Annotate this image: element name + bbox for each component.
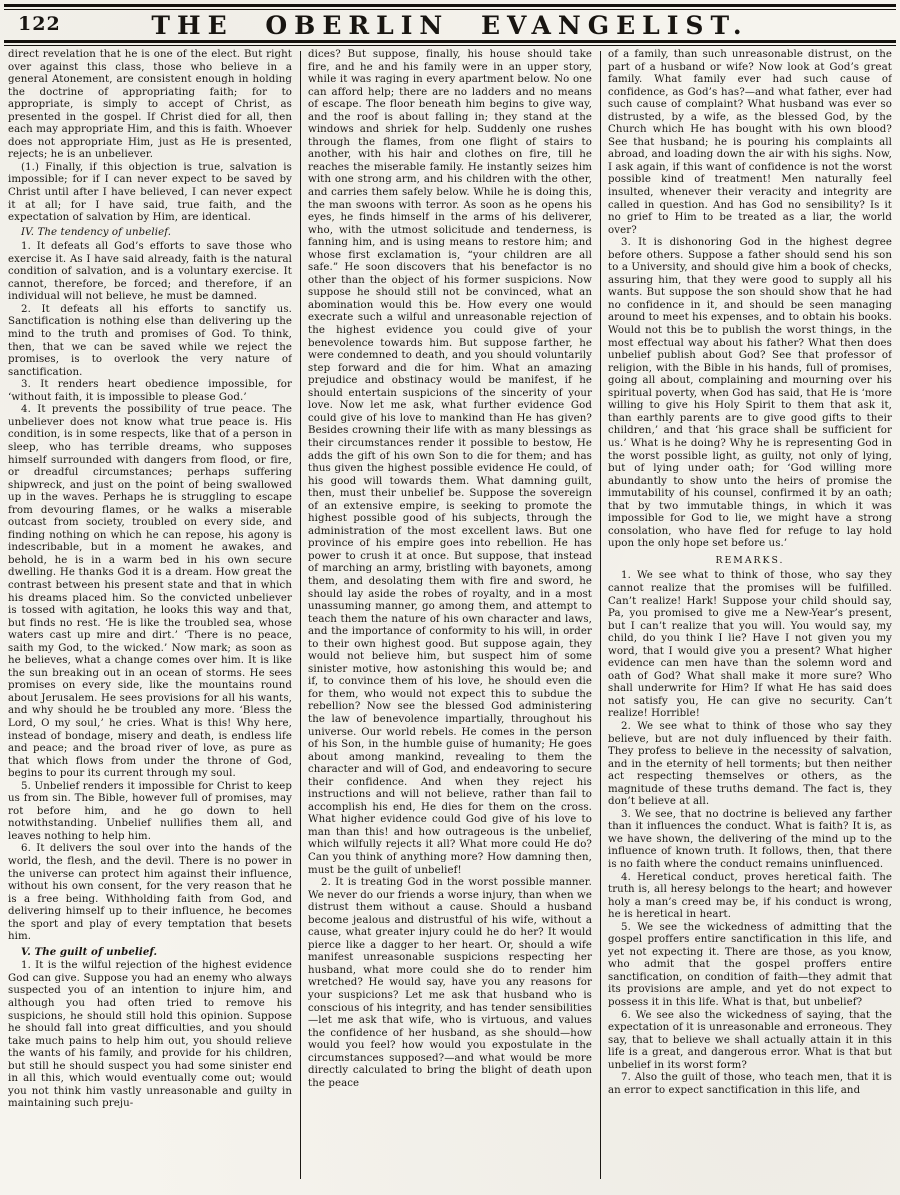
paragraph: 4. Heretical conduct, proves heretical faith. The truth is, all heresy belongs to the heart; and however holy a man’s creed may be, if his conduct is wrong, he is heretical in heart. bbox=[608, 871, 892, 921]
paragraph: 5. Unbelief renders it impossible for Christ to keep us from sin. The Bible, however full of promises, may rot before him, and he go down to hell notwithstanding. Unbelief nullifies them all, and leaves nothing to help him. bbox=[8, 780, 292, 842]
paragraph: 3. It is dishonoring God in the highest degree before others. Suppose a father should send his son to a University, and should give him a book of checks, assuring him, that they were good to supply all his wants. But suppose the son should show that he had no confidence in it, and should be seen managing around to meet his expenses, and to obtain his books. Would not this be to publish the worst things, in the most effectual way about his father? What then does unbelief publish about God? See that professor of religion, with the Bible in his hands, full of promises, going all about, complaining and mourning over his spiritual poverty, when God has said, that He is ‘more willing to give his Holy Spirit to them that ask it, than earthly parents are to give good gifts to their children,’ and that ‘his grace shall be sufficient for us.’ What is he doing? Why he is representing God in the worst possible light, as guilty, not only of lying, but of lying under oath; for ‘God willing more abundantly to show unto the heirs of promise the immutability of his counsel, confirmed it by an oath; that by two immutable things, in which it was impossible for God to lie, we might have a strong consolation, who have fled for refuge to lay hold upon the only hope set before us.’ bbox=[608, 237, 892, 550]
paragraph: 4. It prevents the possibility of true peace. The unbeliever does not know what true peace is. His condition, is in some respects, like that of a person in sleep, who has terrible dreams, who supposes himself surrounded with dangers from flood, or fire, or dreadful circumstances; perhaps suffering shipwreck, and just on the point of being swallowed up in the waves. Perhaps he is struggling to escape from devouring flames, or he walks a miserable outcast from society, troubled on every side, and finding nothing on which he can repose, his agony is indescribable, but in a moment he awakes, and behold, he is in a warm bed in his own secure dwelling. He thanks God it is a dream. How great the contrast between his present state and that in which his dreams placed him. So the convicted unbeliever is tossed with agitation, he looks this way and that, but finds no rest. ‘He is like the troubled sea, whose waters cast up mire and dirt.’ ‘There is no peace, saith my God, to the wicked.’ Now mark; as soon as he believes, what a change comes over him. It is like the sun breaking out in an ocean of storms. He sees promises on every side, like the mountains round about Jerusalem. He sees provisions for all his wants, and why should he be troubled any more. ‘Bless the Lord, O my soul,’ he cries. What is this! Why here, instead of bondage, misery and death, is endless life and peace; and the broad river of love, as pure as that which flows from under the throne of God, begins to pour its current through my soul. bbox=[8, 404, 292, 780]
article-columns bbox=[0, 46, 900, 1192]
paragraph: of a family, than such unreasonable distrust, on the part of a husband or wife? Now look at God’s great family. What family ever had such cause of confidence, as God’s has?—and what father, ever had such cause of complaint? What husband was ever so distrusted, by a wife, as the blessed God, by the Church which He has bought with his own blood? See that husband; he is pouring his complaints all abroad, and loading down the air with his sighs. Now, I ask again, if this want of confidence is not the worst possible kind of treatment! Men naturally feel insulted, whenever their veracity and integrity are called in question. And has God no sensibility? Is it no grief to Him to be treated as a liar, the world over? bbox=[608, 49, 892, 236]
paragraph: 3. We see, that no doctrine is believed any farther than it influences the conduct. What is faith? It is, as we have shown, the delivering of the mind up to the influence of known truth. It follows, then, that there is no faith where the conduct remains uninfluenced. bbox=[608, 808, 892, 870]
paragraph: 6. We see also the wickedness of saying, that the expectation of it is unreasonable and erroneous. They say, that to believe we shall actually attain it in this life is a great, and dangerous error. What is that but unbelief in its worst form? bbox=[608, 1009, 892, 1071]
paragraph: direct revelation that he is one of the elect. But right over against this class, those who believe in a general Atonement, are consistent enough in holding the doctrine of appropriating faith; for to appropriate, is simply to accept of Christ, as presented in the gospel. If Christ died for all, then each may appropriate Him, and this is faith. Whoever does not appropriate Him, just as He is presented, rejects; he is an unbeliever. bbox=[8, 49, 292, 161]
section-heading-remarks: REMARKS. bbox=[715, 554, 785, 566]
paragraph: 2. We see what to think of those who say they believe, but are not duly influenced by their faith. They profess to believe in the necessity of salvation, and in the eternity of hell torments; but then neither act respecting themselves or others, as the magnitude of these truths demand. The fact is, they don’t believe at all. bbox=[608, 720, 892, 808]
masthead-title: THE OBERLIN EVANGELIST. bbox=[151, 10, 749, 40]
paragraph: 1. It defeats all God’s efforts to save those who exercise it. As I have said already, faith is the natural condition of salvation, and is a voluntary exercise. It cannot, therefore, be forced; and therefore, if an individual will not believe, he must be damned. bbox=[8, 241, 292, 303]
section-heading-tendency-of-unbelief: IV. The tendency of unbelief. bbox=[21, 226, 172, 238]
column-divider-1 bbox=[300, 51, 301, 1179]
page-number: 122 bbox=[18, 13, 61, 35]
paragraph: 1. It is the wilful rejection of the highest evidence God can give. Suppose you had an enemy who always suspected you of an intention to injure him, and although you had often tried to remove his suspicions, he should still hold this opinion. Suppose he should fall into great difficulties, and you should take much pains to help him out, you should relieve the wants of his family, and provide for his children, but still he should suspect you had some sinister end in all this, which would eventually come out; would you not think him vastly unreasonable and guilty in maintaining such preju- bbox=[8, 960, 292, 1110]
paragraph: 1. We see what to think of those, who say they cannot realize that the promises will be fulfilled. Can’t realize! Hark! Suppose your child should say, Pa, you promised to give me a New-Year’s present, but I can’t realize that you will. You would say, my child, do you think I lie? Have I not given you my word, that I would give you a present? What higher evidence can men have than the solemn word and oath of God? What shall make it more sure? Who shall underwrite for Him? If what He has said does not satisfy you, He can give no security. Can’t realize! Horrible! bbox=[608, 570, 892, 720]
paragraph: 2. It is treating God in the worst possible manner. We never do our friends a worse injury, than when we distrust them without a cause. Should a husband become jealous and distrustful of his wife, without a cause, what greater injury could he do her? It would pierce like a dagger to her heart. Or, should a wife manifest unreasonable suspicions respecting her husband, what more could she do to render him wretched? He would say, have you any reasons for your suspicions? Let me ask that husband who is conscious of his integrity, and has tender sensibilities—let me ask that wife, who is virtuous, and values the confidence of her husband, as she should—how would you feel? how would you expostulate in the circumstances supposed?—and what would be more directly calculated to bring the blight of death upon the peace bbox=[308, 877, 592, 1089]
column-2 bbox=[308, 49, 592, 1192]
column-3 bbox=[608, 49, 892, 1192]
column-1 bbox=[8, 49, 292, 1192]
paragraph: dices? But suppose, finally, his house should take fire, and he and his family were in an upper story, while it was raging in every apartment below. No one can afford help; there are no ladders and no means of escape. The floor beneath him begins to give way, and the roof is about falling in; they stand at the windows and shriek for help. Suddenly one rushes through the flames, from one flight of stairs to another, with his hair and clothes on fire, till he reaches the miserable family. He instantly seizes him with one strong arm, and his children with the other, and carries them safely below. While he is doing this, the man swoons with terror. As soon as he opens his eyes, he finds himself in the arms of his deliverer, who, with the utmost solicitude and tenderness, is fanning him, and is using means to restore him; and whose first exclamation is, “your children are all safe.” He soon discovers that his benefactor is no other than the object of his former suspicions. Now suppose he should still not be convinced, what an abomination would this be. How every one would execrate such a wilful and unreasonable rejection of the highest evidence you could give of your benevolence towards him. But suppose farther, he were condemned to death, and you should voluntarily step forward and die for him. What an amazing prejudice and obstinacy would be manifest, if he should entertain suspicions of the sincerity of your love. Now let me ask, what further evidence God could give of his love to mankind than He has given? Besides crowning their life with as many blessings as their circumstances render it possible to bestow, He adds the gift of his own Son to die for them; and has thus given the highest possible evidence He could, of his good will towards them. What damning guilt, then, must their unbelief be. Suppose the sovereign of an extensive empire, is seeking to promote the highest possible good of his subjects, through the administration of the most excellent laws. But one province of his empire goes into rebellion. He has power to crush it at once. But suppose, that instead of marching an army, bristling with bayonets, among them, and desolating them with fire and sword, he should lay aside the robes of royalty, and in a most unassuming manner, go among them, and attempt to teach them the nature of his own character and laws, and the importance of conformity to his will, in order to their own highest good. But suppose again, they would not believe him, but suspect him of some sinister motive, how astonishing this would be; and if, to convince them of his love, he should even die for them, who would not expect this to subdue the rebellion? Now see the blessed God administering the law of benevolence impartially, throughout his universe. Our world rebels. He comes in the person of his Son, in the humble guise of humanity; He goes about among mankind, revealing to them the character and will of God, and endeavoring to secure their confidence. And when they reject his instructions and will not believe, rather than fail to accomplish his end, He dies for them on the cross. What higher evidence could God give of his love to man than this! and how outrageous is the unbelief, which wilfully rejects it all? What more could He do? Can you think of anything more? How damning then, must be the guilt of unbelief! bbox=[308, 49, 592, 876]
paragraph: 6. It delivers the soul over into the hands of the world, the flesh, and the devil. There is no power in the universe can protect him against their influence, without his own consent, for the very reason that he is a free being. Withholding faith from God, and delivering himself up to their influence, he becomes the sport and play of every temptation that besets him. bbox=[8, 843, 292, 943]
paragraph: (1.) Finally, if this objection is true, salvation is impossible; for if I can never expect to be saved by Christ until after I have believed, I can never expect it at all; for I have said, true faith, and the expectation of salvation by Him, are identical. bbox=[8, 161, 292, 224]
top-rule-thick bbox=[4, 4, 896, 7]
section-heading-guilt-of-unbelief: V. The guilt of unbelief. bbox=[21, 945, 158, 958]
column-divider-2 bbox=[600, 51, 601, 1179]
paragraph: 2. It defeats all his efforts to sanctify us. Sanctification is nothing else than delivering up the mind to the truth and promises of God. To think, then, that we can be saved while we reject the promises, is to overlook the very nature of sanctification. bbox=[8, 303, 292, 378]
paragraph: 5. We see the wickedness of admitting that the gospel proffers entire sanctification in this life, and yet not expecting it. There are those, as you know, who admit that the gospel proffers entire sanctification, on condition of faith—they admit that its provisions are ample, and yet do not expect to possess it in this life. What is that, but unbelief? bbox=[608, 921, 892, 1009]
paragraph: 7. Also the guilt of those, who teach men, that it is an error to expect sanctification in this life, and bbox=[608, 1072, 892, 1096]
header-rule-thick bbox=[4, 40, 896, 43]
masthead bbox=[0, 0, 900, 46]
paragraph: 3. It renders heart obedience impossible, for ‘without faith, it is impossible to please God.’ bbox=[8, 379, 292, 403]
